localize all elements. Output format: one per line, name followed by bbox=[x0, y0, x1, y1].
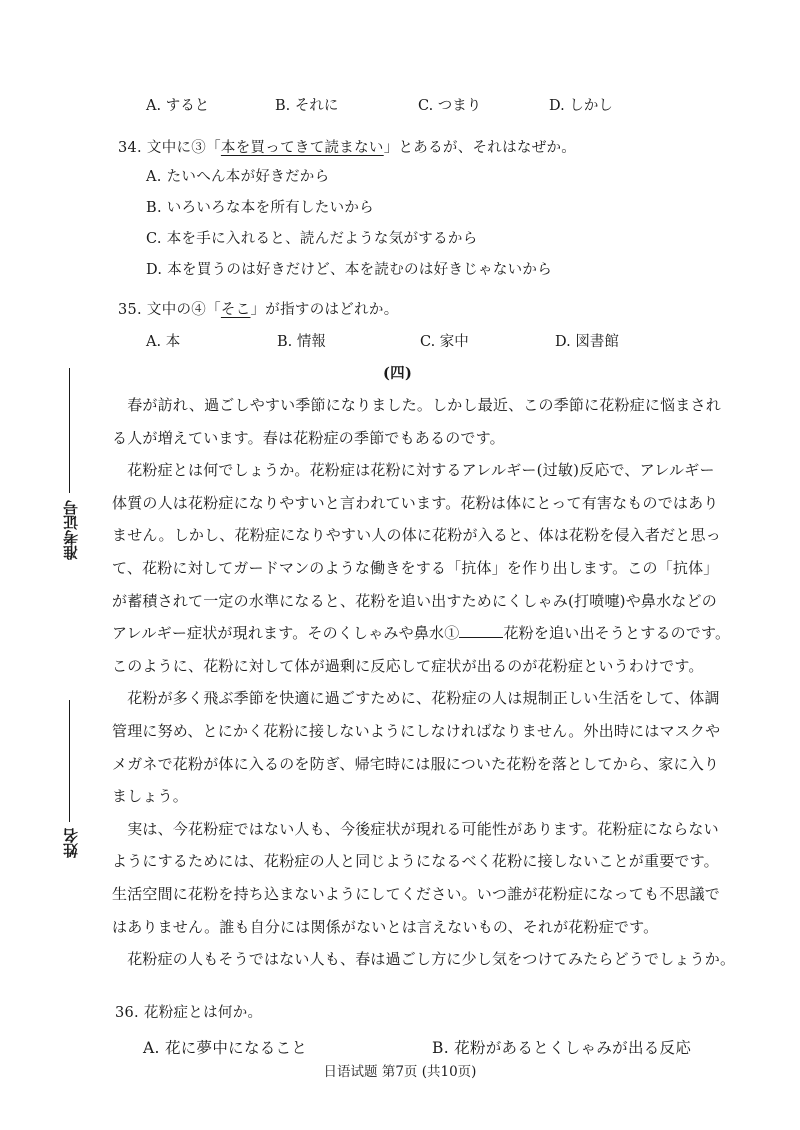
q36-question: 36. 花粉症とは何か。 bbox=[115, 1005, 263, 1021]
passage-line: このように、花粉に対して体が過剰に反応して症状が出るのが花粉症というわけです。 bbox=[112, 656, 704, 675]
q33-option-c: C. つまり bbox=[418, 98, 482, 114]
q34-number: 34. bbox=[118, 140, 142, 156]
q35-option-a: A. 本 bbox=[146, 334, 181, 350]
exam-id-line bbox=[69, 368, 70, 493]
passage-line: 管理に努め、とにかく花粉に接しないようにしなければなりません。外出時にはマスクや bbox=[112, 721, 721, 740]
passage-line: 体質の人は花粉症になりやすいと言われています。花粉は体にとって有害なものではあり bbox=[112, 493, 719, 512]
passage-line: 春が訪れ、過ごしやすい季節になりました。しかし最近、この季節に花粉症に悩まされ bbox=[112, 396, 721, 414]
passage-line: 花粉症の人もそうではない人も、春は過ごし方に少し気をつけてみたらどうでしょうか。 bbox=[112, 950, 736, 969]
exam-id-label: 准考证号 bbox=[62, 500, 80, 560]
q33-option-a: A. すると bbox=[146, 98, 210, 114]
q36-option-b: B. 花粉があるとくしゃみが出る反応 bbox=[432, 1039, 692, 1057]
name-label: 姓名 bbox=[62, 828, 80, 858]
q33-option-d: D. しかし bbox=[549, 98, 613, 114]
q35-option-c: C. 家中 bbox=[420, 334, 469, 350]
q34-option-d: D. 本を買うのは好きだけど、本を読むのは好きじゃないから bbox=[146, 262, 553, 278]
passage-line: ましょう。 bbox=[112, 787, 189, 806]
passage-line: 花粉が多く飛ぶ季節を快適に過ごすために、花粉症の人は規制正しい生活をして、体調 bbox=[112, 689, 720, 708]
q36-option-a: A. 花に夢中になること bbox=[143, 1039, 308, 1057]
passage-line-with-blank: アレルギー症状が現れます。そのくしゃみや鼻水① 花粉を追い出そうとするのです。 bbox=[112, 624, 731, 643]
reading-passage bbox=[112, 389, 736, 976]
q35-option-d: D. 図書館 bbox=[555, 334, 619, 350]
q36-number: 36. bbox=[115, 1005, 139, 1021]
page-footer: 日语试题 第7页 (共10页) bbox=[323, 1064, 477, 1080]
passage-line: 花粉症とは何でしょうか。花粉症は花粉に対するアレルギー(过敏)反応で、アレルギー bbox=[112, 461, 715, 480]
q34-option-c: C. 本を手に入れると、読んだような気がするから bbox=[146, 231, 478, 247]
passage-line: メガネで花粉が体に入るのを防ぎ、帰宅時には服についた花粉を落としてから、家に入り bbox=[112, 754, 720, 773]
passage-line: ようにするためには、花粉症の人と同じようになるべく花粉に接しないことが重要です。 bbox=[112, 852, 719, 871]
passage-line: 生活空間に花粉を持ち込まないようにしてください。いつ誰が花粉症になっても不思議で bbox=[112, 884, 721, 903]
q35-question: 35. 文中の④「そこ」が指すのはどれか。 bbox=[118, 302, 399, 318]
passage-line: が蓄積されて一定の水準になると、花粉を追い出すためにくしゃみ(打喷嚏)や鼻水などの bbox=[112, 591, 717, 610]
q34-underlined-phrase: 本を買ってきて読まない bbox=[220, 140, 384, 156]
q35-underlined-phrase: そこ bbox=[220, 302, 251, 318]
q33-option-b: B. それに bbox=[275, 98, 339, 114]
answer-blank-1 bbox=[459, 623, 503, 638]
passage-line: はありません。誰も自分には関係がないとは言えないもの、それが花粉症です。 bbox=[112, 917, 659, 936]
passage-line: ません。しかし、花粉症になりやすい人の体に花粉が入ると、体は花粉を侵入者だと思っ bbox=[112, 526, 721, 545]
passage-line: る人が増えています。春は花粉症の季節でもあるのです。 bbox=[112, 428, 505, 447]
name-line bbox=[69, 700, 70, 822]
section-title: (四) bbox=[383, 365, 413, 382]
q35-number: 35. bbox=[118, 302, 142, 318]
passage-line: て、花粉に対してガードマンのような働きをする「抗体」を作り出します。この「抗体」 bbox=[112, 558, 719, 577]
q34-option-a: A. たいへん本が好きだから bbox=[146, 169, 330, 185]
passage-line: 実は、今花粉症ではない人も、今後症状が現れる可能性があります。花粉症にならない bbox=[112, 819, 719, 838]
q34-option-b: B. いろいろな本を所有したいから bbox=[146, 200, 374, 216]
q35-option-b: B. 情報 bbox=[277, 334, 326, 350]
q34-question: 34. 文中に③「本を買ってきて読まない」とあるが、それはなぜか。 bbox=[118, 140, 577, 156]
